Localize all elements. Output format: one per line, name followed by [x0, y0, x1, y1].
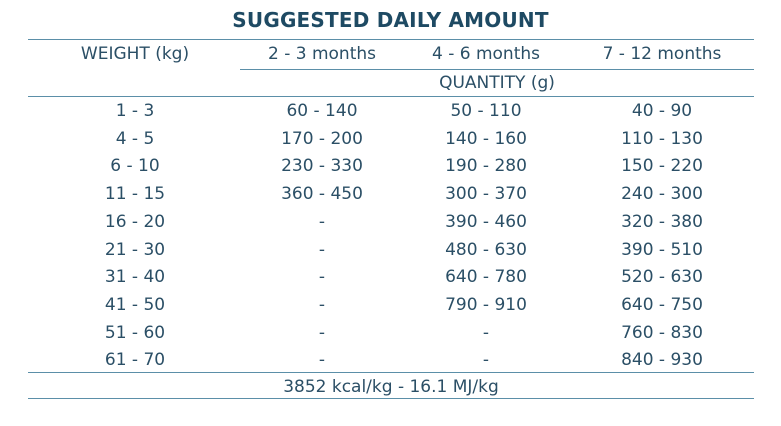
row-2-weight: 4 - 5 [115, 128, 155, 149]
row-10-qty-4-6-months: - [482, 350, 490, 371]
row-7-qty-7-12-months: 520 - 630 [621, 267, 703, 288]
rule-bottom [28, 398, 754, 399]
quantity-label: QUANTITY (g) [439, 73, 555, 93]
row-1-qty-4-6-months: 50 - 110 [450, 101, 522, 121]
row-8-qty-7-12-months: 640 - 750 [621, 294, 703, 315]
row-4-weight: 11 - 15 [104, 184, 166, 205]
row-3-qty-2-3-months: 230 - 330 [281, 156, 363, 177]
row-5-qty-2-3-months: - [318, 211, 326, 232]
row-5-weight: 16 - 20 [104, 211, 166, 232]
row-2-qty-4-6-months: 140 - 160 [445, 128, 527, 149]
row-3-weight: 6 - 10 [110, 156, 160, 177]
row-10-qty-2-3-months: - [318, 350, 326, 371]
row-4-qty-4-6-months: 300 - 370 [445, 184, 527, 205]
row-6-weight: 21 - 30 [104, 239, 166, 260]
rule-above-footer [28, 372, 754, 373]
row-8-weight: 41 - 50 [104, 294, 166, 315]
row-6-qty-7-12-months: 390 - 510 [621, 239, 703, 260]
rule-under-months [240, 69, 754, 70]
row-8-qty-2-3-months: - [318, 294, 326, 315]
row-10-qty-7-12-months: 840 - 930 [621, 350, 703, 371]
row-1-qty-2-3-months: 60 - 140 [286, 101, 358, 121]
row-5-qty-4-6-months: 390 - 460 [445, 211, 527, 232]
row-3-qty-4-6-months: 190 - 280 [445, 156, 527, 177]
row-7-weight: 31 - 40 [104, 267, 166, 288]
row-1-qty-7-12-months: 40 - 90 [631, 101, 693, 121]
row-2-qty-2-3-months: 170 - 200 [281, 128, 363, 149]
row-9-weight: 51 - 60 [104, 322, 166, 343]
row-4-qty-2-3-months: 360 - 450 [281, 184, 363, 205]
row-3-qty-7-12-months: 150 - 220 [621, 156, 703, 177]
header-2-3-months: 2 - 3 months [267, 44, 376, 64]
header-weight: WEIGHT (kg) [80, 44, 190, 64]
header-4-6-months: 4 - 6 months [431, 44, 540, 64]
row-10-weight: 61 - 70 [104, 350, 166, 371]
row-1-weight: 1 - 3 [115, 101, 155, 121]
table-title: SUGGESTED DAILY AMOUNT [232, 8, 549, 32]
rule-under-quantity [28, 96, 754, 97]
row-5-qty-7-12-months: 320 - 380 [621, 211, 703, 232]
row-8-qty-4-6-months: 790 - 910 [445, 294, 527, 315]
row-6-qty-2-3-months: - [318, 239, 326, 260]
row-4-qty-7-12-months: 240 - 300 [621, 184, 703, 205]
header-7-12-months: 7 - 12 months [602, 44, 722, 64]
row-7-qty-4-6-months: 640 - 780 [445, 267, 527, 288]
row-2-qty-7-12-months: 110 - 130 [621, 128, 703, 149]
row-6-qty-4-6-months: 480 - 630 [445, 239, 527, 260]
rule-top [28, 39, 754, 40]
row-7-qty-2-3-months: - [318, 267, 326, 288]
row-9-qty-7-12-months: 760 - 830 [621, 322, 703, 343]
energy-footer: 3852 kcal/kg - 16.1 MJ/kg [283, 377, 499, 397]
row-9-qty-2-3-months: - [318, 322, 326, 343]
row-9-qty-4-6-months: - [482, 322, 490, 343]
